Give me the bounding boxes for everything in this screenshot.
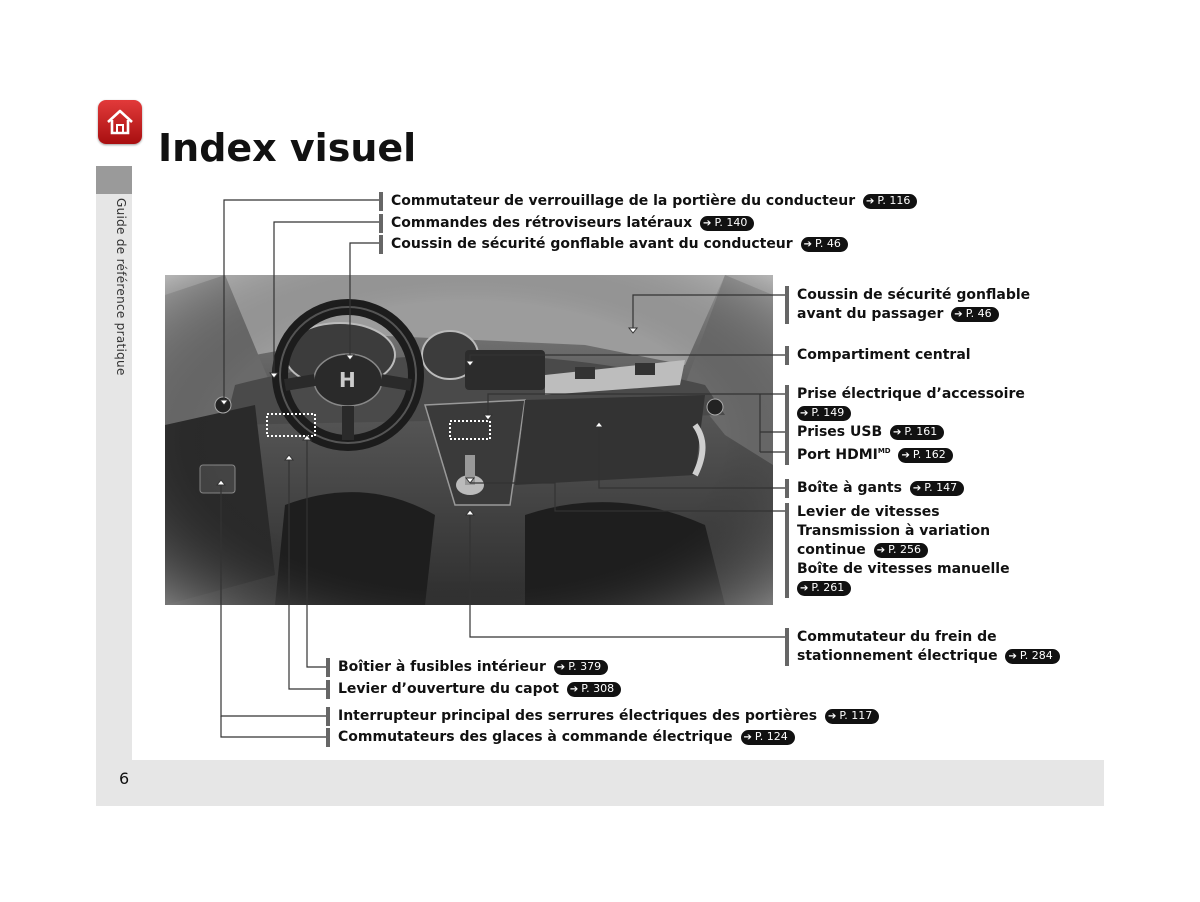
ref-link[interactable]: ➔ P. 149: [797, 406, 851, 421]
arrow-right-icon: ➔: [556, 662, 566, 673]
arrow-right-icon: ➔: [954, 309, 963, 320]
callout-accessory-socket: Prise électrique d’accessoire ➔ P. 149: [785, 385, 1025, 423]
arrow-right-icon: ➔: [901, 450, 910, 461]
callout-power-windows: Commutateurs des glaces à commande électrique ➔ P. 124: [326, 728, 795, 747]
arrow-right-icon: ➔: [828, 711, 837, 722]
callout-usb-ports: Prises USB ➔ P. 161: [785, 423, 944, 442]
callout-driver-door-lock: Commutateur de verrouillage de la portière du conducteur ➔ P. 116: [379, 192, 917, 211]
callout-driver-airbag: Coussin de sécurité gonflable avant du conducteur ➔ P. 46: [379, 235, 848, 254]
callout-hood-release: Levier d’ouverture du capot ➔ P. 308: [326, 680, 621, 699]
ref-link[interactable]: ➔ P. 124: [741, 730, 795, 745]
ref-link[interactable]: ➔ P. 140: [700, 216, 754, 231]
arrow-right-icon: ➔: [703, 218, 712, 229]
callout-passenger-airbag: Coussin de sécurité gonflable avant du passager ➔ P. 46: [785, 286, 1030, 324]
arrow-right-icon: ➔: [743, 732, 752, 743]
arrow-right-icon: ➔: [876, 545, 886, 556]
arrow-right-icon: ➔: [803, 239, 812, 250]
ref-link[interactable]: ➔ P. 256: [874, 543, 928, 558]
arrow-right-icon: ➔: [866, 196, 875, 207]
arrow-right-icon: ➔: [1008, 651, 1017, 662]
arrow-right-icon: ➔: [569, 684, 579, 695]
ref-link[interactable]: ➔ P. 117: [825, 709, 879, 724]
callout-center-pocket: Compartiment central: [785, 346, 971, 365]
callout-master-door-lock: Interrupteur principal des serrures électriques des portières ➔ P. 117: [326, 707, 879, 726]
callout-shift-lever: Levier de vitesses Transmission à variation continue ➔ P. 256 Boîte de vitesses manuelle ➔ P. 261: [785, 503, 1010, 598]
callout-hdmi-port: Port $HDMI^{MD}$ ➔ P. 162: [785, 442, 953, 465]
ref-link[interactable]: ➔ P. 46: [951, 307, 998, 322]
ref-link[interactable]: ➔ P. 147: [910, 481, 964, 496]
ref-link[interactable]: ➔ P. 161: [890, 425, 944, 440]
ref-link[interactable]: ➔ P. 116: [863, 194, 917, 209]
callout-parking-brake: Commutateur du frein de stationnement électrique ➔ P. 284: [785, 628, 1060, 666]
side-label: Guide de référence pratique: [114, 198, 128, 376]
page-number: 6: [119, 769, 130, 788]
arrow-right-icon: ➔: [893, 427, 902, 438]
ref-link[interactable]: ➔ P. 284: [1005, 649, 1059, 664]
ref-link[interactable]: ➔ P. 162: [898, 448, 952, 463]
callout-mirror-controls: Commandes des rétroviseurs latéraux ➔ P. 140: [379, 214, 754, 233]
ref-link[interactable]: ➔ P. 308: [567, 682, 621, 697]
arrow-right-icon: ➔: [912, 483, 922, 494]
arrow-right-icon: ➔: [800, 408, 809, 419]
ref-link[interactable]: ➔ P. 379: [554, 660, 608, 675]
page-title: Index visuel: [158, 126, 417, 170]
ref-link[interactable]: ➔ P. 261: [797, 581, 851, 596]
callout-fuse-box: Boîtier à fusibles intérieur ➔ P. 379: [326, 658, 608, 677]
ref-link[interactable]: ➔ P. 46: [801, 237, 848, 252]
callout-glove-box: Boîte à gants ➔ P. 147: [785, 479, 964, 498]
arrow-right-icon: ➔: [800, 583, 809, 594]
